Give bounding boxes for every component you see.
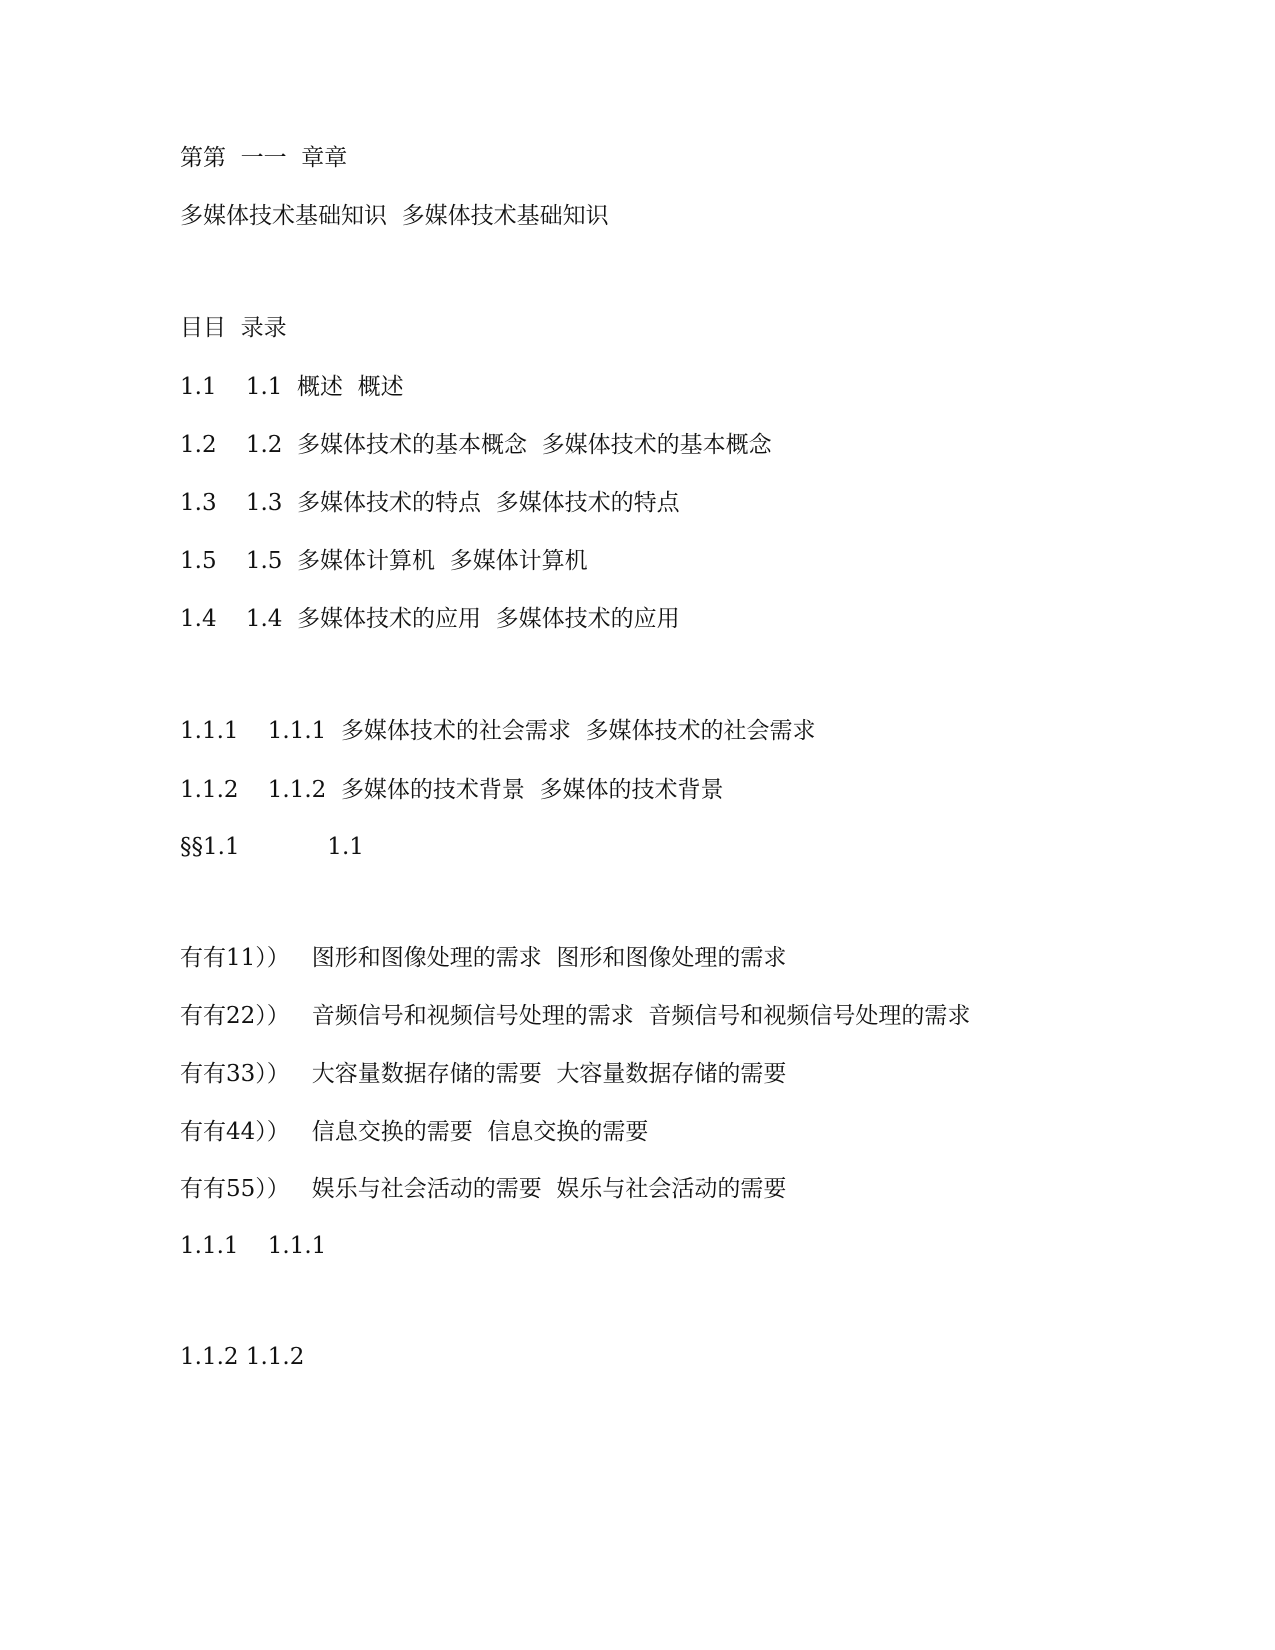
toc-item: 1.5 1.5 多媒体计算机 多媒体计算机	[180, 548, 588, 574]
need-item: 有有55）） 娱乐与社会活动的需要 娱乐与社会活动的需要	[180, 1176, 787, 1202]
chapter-heading: 第第 一一 章章	[180, 145, 348, 171]
toc-item: 1.2 1.2 多媒体技术的基本概念 多媒体技术的基本概念	[180, 432, 772, 458]
toc-item: 1.3 1.3 多媒体技术的特点 多媒体技术的特点	[180, 490, 680, 516]
toc-heading: 目目 录录	[180, 315, 287, 341]
need-item: 有有11）） 图形和图像处理的需求 图形和图像处理的需求	[180, 945, 787, 971]
need-item: 有有22）） 音频信号和视频信号处理的需求 音频信号和视频信号处理的需求	[180, 1003, 971, 1029]
section-marker: §§1.1 1.1	[180, 834, 364, 860]
subsection-item: 1.1.1 1.1.1 多媒体技术的社会需求 多媒体技术的社会需求	[180, 718, 816, 744]
need-item: 有有33）） 大容量数据存储的需要 大容量数据存储的需要	[180, 1061, 787, 1087]
subsection-number: 1.1.2 1.1.2	[180, 1344, 305, 1370]
toc-item: 1.4 1.4 多媒体技术的应用 多媒体技术的应用	[180, 606, 680, 632]
toc-item: 1.1 1.1 概述 概述	[180, 374, 404, 400]
chapter-title: 多媒体技术基础知识 多媒体技术基础知识	[180, 203, 609, 229]
need-item: 有有44）） 信息交换的需要 信息交换的需要	[180, 1119, 649, 1145]
subsection-item: 1.1.2 1.1.2 多媒体的技术背景 多媒体的技术背景	[180, 777, 724, 803]
subsection-number: 1.1.1 1.1.1	[180, 1233, 327, 1259]
